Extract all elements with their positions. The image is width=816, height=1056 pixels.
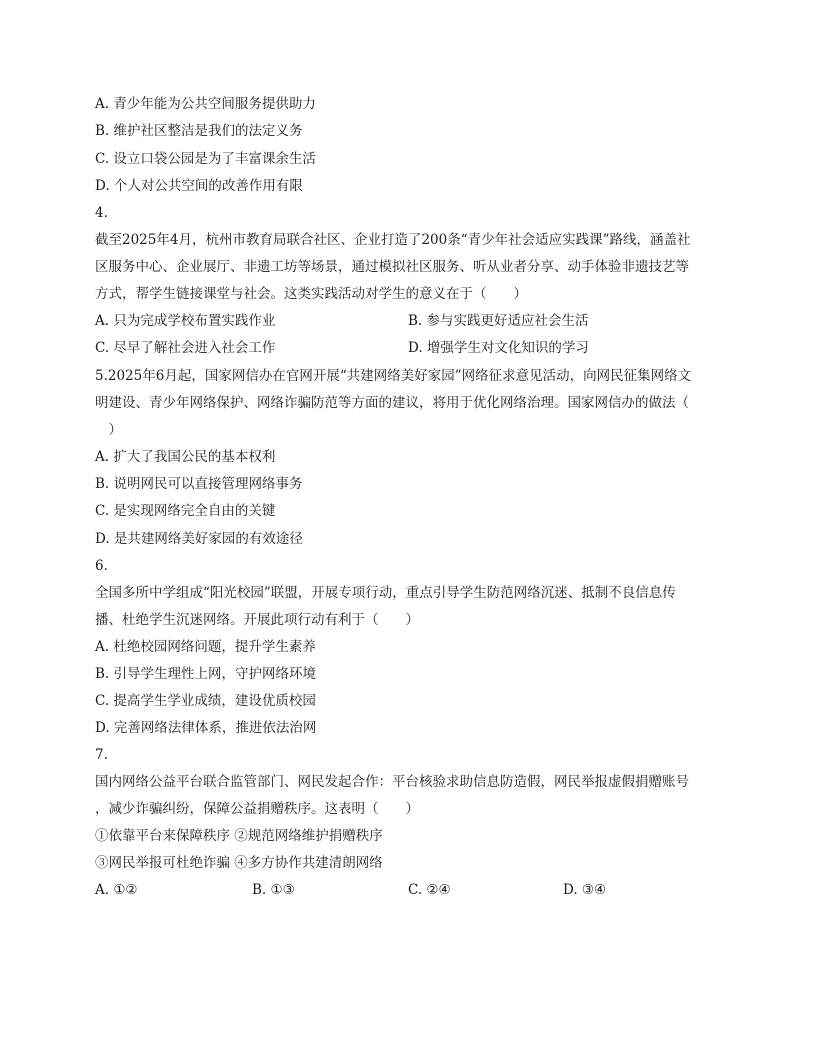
q4-option-d: D. 增强学生对文化知识的学习 (408, 340, 589, 356)
q4-number: 4. (95, 205, 108, 221)
q5-stem-line: 明建设、青少年网络保护、网络诈骗防范等方面的建议，将用于优化网络治理。国家网信办的做法（ (95, 395, 689, 411)
q5-stem-line: 5.2025年6月起，国家网信办在官网开展“共建网络美好家园”网络征求意见活动，向网民征集网络文 (95, 368, 692, 384)
q6-option-c: C. 提高学生学业成绩，建设优质校园 (95, 693, 316, 709)
q5-option-d: D. 是共建网络美好家园的有效途径 (95, 531, 303, 547)
q4-stem-line: 截至2025年4月，杭州市教育局联合社区、企业打造了200条“青少年社会适应实践课”路线，涵盖社 (95, 232, 691, 248)
q6-option-a: A. 杜绝校园网络问题，提升学生素养 (95, 639, 316, 655)
q7-number: 7. (95, 747, 108, 763)
q7-stem-line: ，减少诈骗纠纷，保障公益捐赠秩序。这表明（ ） (95, 801, 419, 817)
q5-option-a: A. 扩大了我国公民的基本权利 (95, 449, 276, 465)
q4-option-a: A. 只为完成学校布置实践作业 (95, 313, 276, 329)
q7-stem-line: 国内网络公益平台联合监管部门、网民发起合作：平台核验求助信息防造假，网民举报虚假捐赠账号 (95, 774, 689, 790)
q6-option-d: D. 完善网络法律体系，推进依法治网 (95, 720, 317, 736)
q5-stem-line: ） (95, 422, 122, 438)
q3-option-b: B. 维护社区整洁是我们的法定义务 (95, 123, 303, 139)
q3-option-a: A. 青少年能为公共空间服务提供助力 (95, 96, 316, 112)
q7-option-d: D. ③④ (563, 882, 607, 898)
q4-stem-line: 区服务中心、企业展厅、非遗工坊等场景，通过模拟社区服务、听从业者分享、动手体验非遗技艺等 (95, 259, 689, 275)
q6-stem-line: 全国多所中学组成“阳光校园”联盟，开展专项行动，重点引导学生防范网络沉迷、抵制不良信息传 (95, 585, 676, 601)
q4-option-c: C. 尽早了解社会进入社会工作 (95, 340, 276, 356)
q7-option-b: B. ①③ (252, 882, 295, 898)
q3-option-c: C. 设立口袋公园是为了丰富课余生活 (95, 151, 316, 167)
q6-number: 6. (95, 558, 108, 574)
q7-option-c: C. ②④ (408, 882, 451, 898)
q7-statement-line: ①依靠平台来保障秩序 ②规范网络维护捐赠秩序 (95, 828, 383, 844)
q4-stem-line: 方式，帮学生链接课堂与社会。这类实践活动对学生的意义在于（ ） (95, 286, 527, 302)
q7-option-a: A. ①② (95, 882, 138, 898)
q3-option-d: D. 个人对公共空间的改善作用有限 (95, 178, 303, 194)
q6-stem-line: 播、杜绝学生沉迷网络。开展此项行动有利于（ ） (95, 612, 419, 628)
q5-option-c: C. 是实现网络完全自由的关键 (95, 503, 276, 519)
q7-statement-line: ③网民举报可杜绝诈骗 ④多方协作共建清朗网络 (95, 855, 383, 871)
q6-option-b: B. 引导学生理性上网，守护网络环境 (95, 666, 317, 682)
q5-option-b: B. 说明网民可以直接管理网络事务 (95, 476, 303, 492)
q4-option-b: B. 参与实践更好适应社会生活 (408, 313, 589, 329)
